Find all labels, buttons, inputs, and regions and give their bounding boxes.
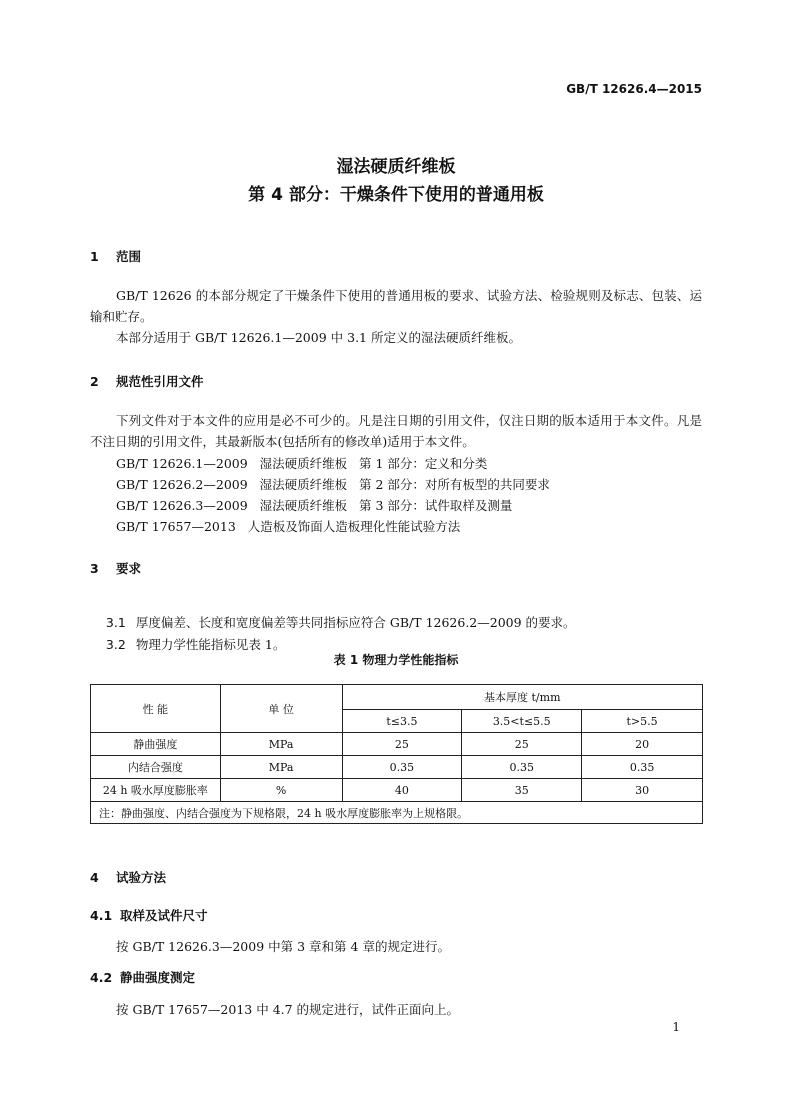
- header-unit: 单 位: [220, 685, 342, 733]
- table-row: [91, 779, 703, 802]
- subsection-4-1-heading: [90, 906, 208, 924]
- table-header-row: [91, 685, 703, 710]
- reference-item: GB/T 12626.3—2009 湿法硬质纤维板 第 3 部分：试件取样及测量: [116, 498, 513, 513]
- cell-value: 0.35: [462, 756, 582, 779]
- table-title: 表 1 物理力学性能指标: [333, 653, 459, 667]
- section-title: 范围: [116, 249, 142, 264]
- clause-text: 厚度偏差、长度和宽度偏差等共同指标应符合 GB/T 12626.2—2009 的要求。: [135, 615, 576, 630]
- reference-item: GB/T 12626.1—2009 湿法硬质纤维板 第 1 部分：定义和分类: [116, 456, 488, 471]
- section-1-heading: [90, 247, 141, 265]
- subsection-title: 取样及试件尺寸: [120, 908, 208, 923]
- section-2-heading: [90, 372, 204, 390]
- section-2-paragraph: 下列文件对于本文件的应用是必不可少的。凡是注日期的引用文件，仅注日期的版本适用于本文件。凡是不注日期的引用文件，其最新版本(包括所有的修改单)适用于本文件。: [90, 413, 702, 449]
- section-number: 1: [90, 249, 99, 264]
- subsection-4-2-heading: [90, 968, 195, 986]
- page-number: 1: [672, 1020, 680, 1034]
- clause-number: 3.1: [105, 615, 126, 630]
- performance-table: [90, 684, 703, 824]
- subsection-4-2-text: 按 GB/T 17657—2013 中 4.7 的规定进行，试件正面向上。: [116, 1002, 460, 1017]
- table-note-row: [91, 802, 703, 824]
- subsection-title: 静曲强度测定: [120, 970, 196, 985]
- header-range: 3.5<t≤5.5: [462, 710, 582, 733]
- cell-property: 24 h 吸水厚度膨胀率: [91, 779, 221, 802]
- section-number: 4: [90, 870, 99, 885]
- reference-item: GB/T 17657—2013 人造板及饰面人造板理化性能试验方法: [116, 519, 461, 534]
- cell-value: 20: [582, 733, 703, 756]
- cell-value: 40: [342, 779, 462, 802]
- section-1-paragraph-2: 本部分适用于 GB/T 12626.1—2009 中 3.1 所定义的湿法硬质纤维板。: [116, 330, 521, 345]
- clause-text: 物理力学性能指标见表 1。: [135, 637, 286, 652]
- document-title: 湿法硬质纤维板: [336, 157, 456, 177]
- reference-item: GB/T 12626.2—2009 湿法硬质纤维板 第 2 部分：对所有板型的共同要求: [116, 477, 550, 492]
- subsection-number: 4.1: [90, 908, 113, 923]
- cell-value: 0.35: [342, 756, 462, 779]
- section-title: 规范性引用文件: [116, 374, 204, 389]
- subsection-4-1-text: 按 GB/T 12626.3—2009 中第 3 章和第 4 章的规定进行。: [116, 939, 450, 954]
- section-3-heading: [90, 559, 141, 577]
- cell-value: 25: [462, 733, 582, 756]
- section-title: 要求: [116, 561, 142, 576]
- section-title: 试验方法: [116, 870, 167, 885]
- subsection-number: 4.2: [90, 970, 113, 985]
- cell-value: 0.35: [582, 756, 703, 779]
- header-range: t≤3.5: [342, 710, 462, 733]
- cell-property: 静曲强度: [91, 733, 221, 756]
- cell-value: 30: [582, 779, 703, 802]
- table-row: [91, 756, 703, 779]
- table-row: [91, 733, 703, 756]
- cell-value: 35: [462, 779, 582, 802]
- section-number: 2: [90, 374, 99, 389]
- header-property: 性 能: [91, 685, 221, 733]
- cell-value: 25: [342, 733, 462, 756]
- section-4-heading: [90, 868, 166, 886]
- section-1-paragraph-1: GB/T 12626 的本部分规定了干燥条件下使用的普通用板的要求、试验方法、检验规则及标志、包装、运输和贮存。: [90, 288, 702, 324]
- cell-unit: %: [220, 779, 342, 802]
- header-thickness-group: 基本厚度 t/mm: [342, 685, 702, 710]
- standard-number: GB/T 12626.4—2015: [566, 82, 702, 96]
- header-range: t>5.5: [582, 710, 703, 733]
- clause-number: 3.2: [105, 637, 126, 652]
- document-subtitle: 第 4 部分：干燥条件下使用的普通用板: [248, 185, 544, 205]
- cell-unit: MPa: [220, 756, 342, 779]
- section-number: 3: [90, 561, 99, 576]
- table-note: 注：静曲强度、内结合强度为下规格限，24 h 吸水厚度膨胀率为上规格限。: [91, 802, 703, 824]
- cell-property: 内结合强度: [91, 756, 221, 779]
- cell-unit: MPa: [220, 733, 342, 756]
